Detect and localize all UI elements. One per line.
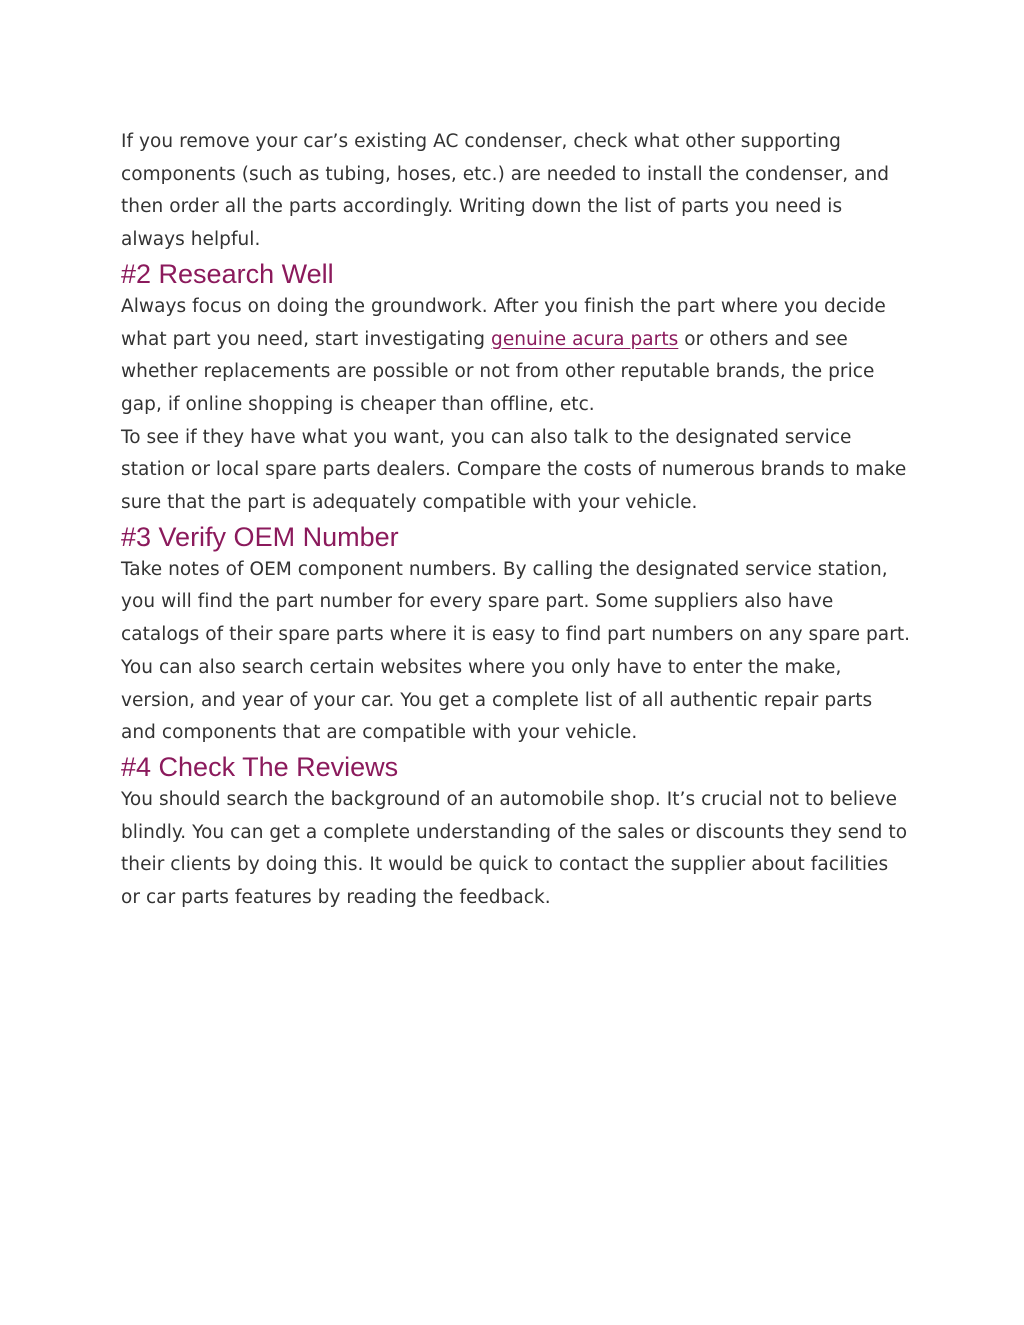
research-paragraph-1-text-before-link: Always focus on doing the groundwork. After you finish the part where you decide what part you need, start investigating [121, 295, 886, 350]
genuine-acura-parts-link[interactable]: genuine acura parts [491, 328, 679, 350]
intro-paragraph: If you remove your car’s existing AC condenser, check what other supporting components (such as tubing, hoses, etc.) are needed to install the condenser, and then order all the parts accordingly. Writing down the list of parts you need is always helpful. [121, 131, 890, 251]
oem-paragraph-2: You can also search certain websites where you only have to enter the make, version, and year of your car. You get a complete list of all authentic repair parts and components that are compatible with your vehicle. [121, 656, 873, 744]
section-heading-research-well: #2 Research Well [121, 258, 334, 289]
section-heading-check-the-reviews: #4 Check The Reviews [121, 751, 399, 782]
research-paragraph-2: To see if they have what you want, you can also talk to the designated service station or local spare parts dealers. Compare the costs of numerous brands to make sure that the part is adequately compatible with your vehicle. [121, 426, 907, 514]
article-body [121, 126, 911, 915]
research-paragraph-1-text-after-link: or others and see whether replacements are possible or not from other reputable brands, the price gap, if online shopping is cheaper than offline, etc. [121, 328, 875, 415]
section-heading-verify-oem-number: #3 Verify OEM Number [121, 521, 399, 552]
oem-paragraph-1: Take notes of OEM component numbers. By calling the designated service station, you will find the part number for every spare part. Some suppliers also have catalogs of their spare parts where it is easy to find part numbers on any spare part. [121, 558, 911, 646]
reviews-paragraph-1: You should search the background of an automobile shop. It’s crucial not to believe blindly. You can get a complete understanding of the sales or discounts they send to their clients by doing this. It would be quick to contact the supplier about facilities or car parts features by reading the feedback. [121, 788, 908, 909]
research-paragraph-1 [121, 291, 911, 422]
